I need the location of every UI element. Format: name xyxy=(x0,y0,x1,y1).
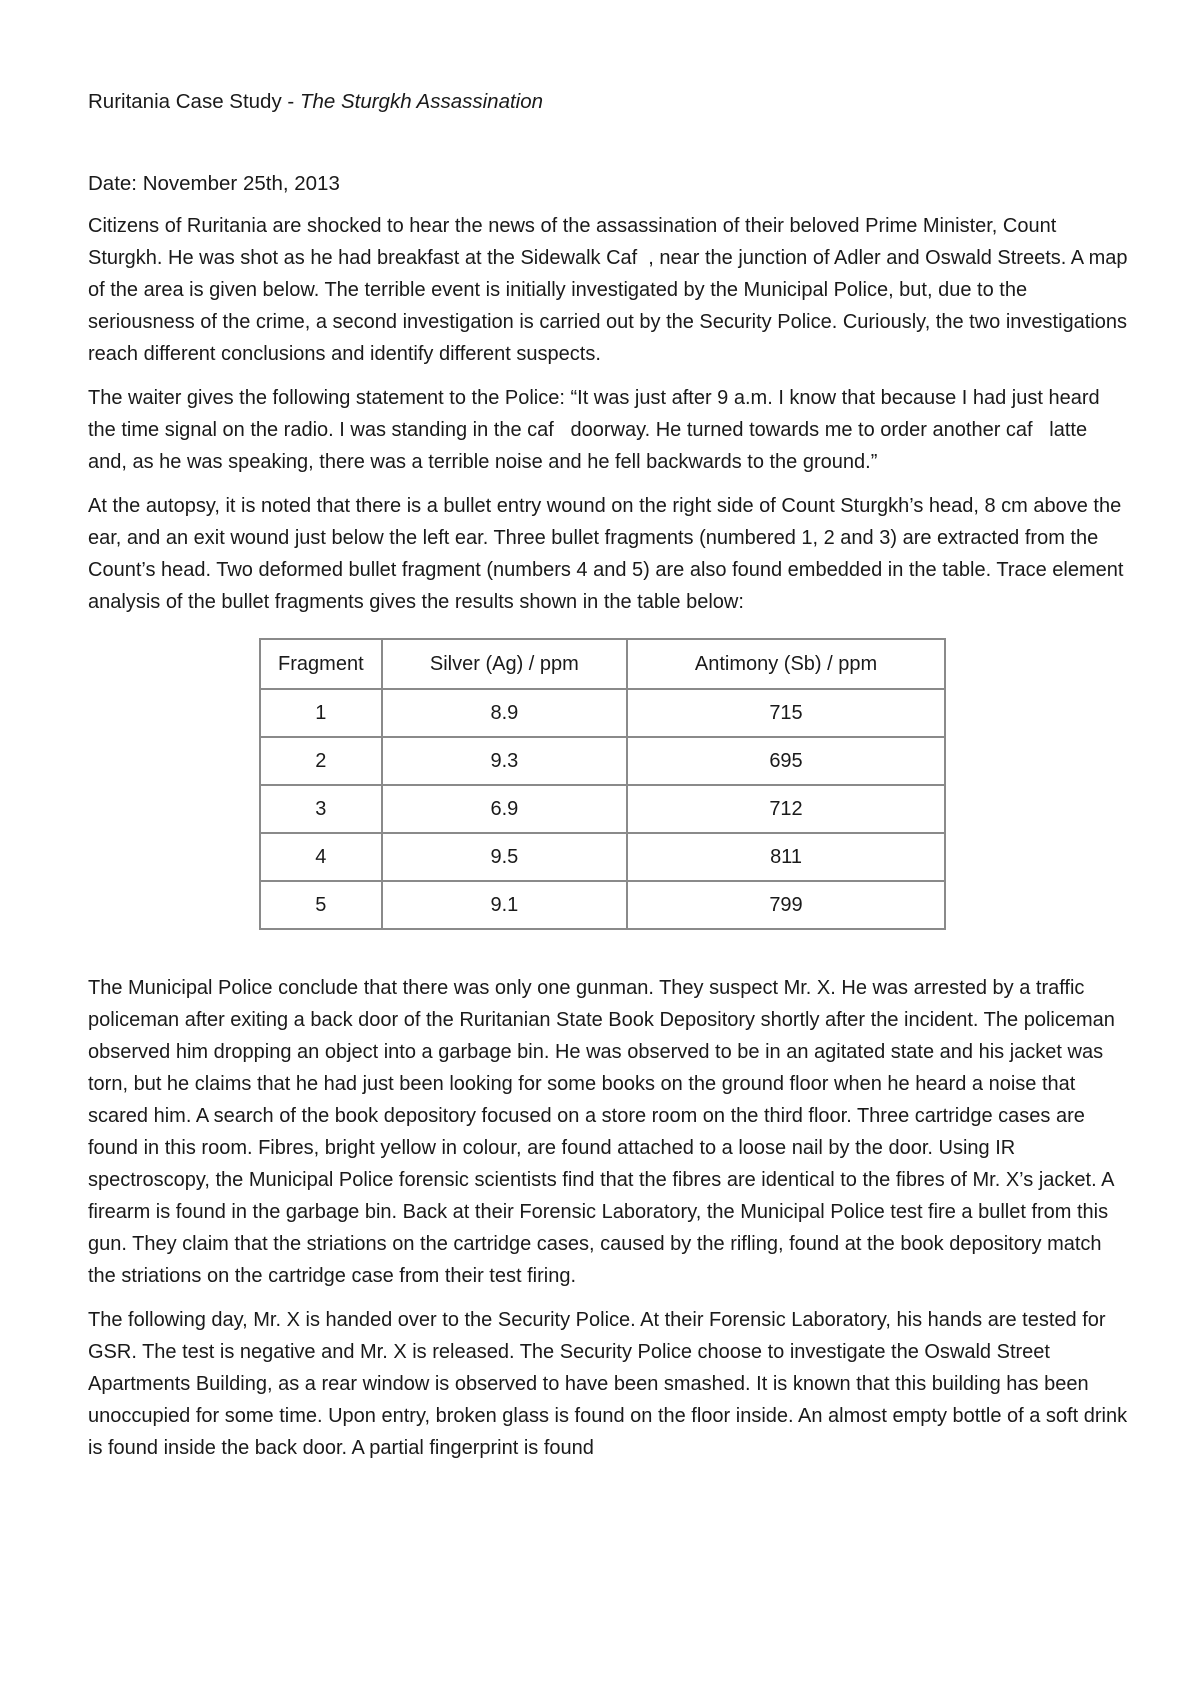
table-row xyxy=(260,689,945,737)
cell-antimony: 715 xyxy=(627,689,945,737)
cell-fragment: 1 xyxy=(260,689,382,737)
table-row xyxy=(260,737,945,785)
paragraph-waiter-statement: The waiter gives the following statement to the Police: “It was just after 9 a.m. I know that because I had just heard the time signal on the radio. I was standing in the caf doorway. He turned towards me to order another caf latte and, as he was speaking, there was a terrible noise and he fell backwards to the ground.” xyxy=(88,387,1100,473)
table-header-row xyxy=(260,639,945,689)
document-title xyxy=(88,88,1128,116)
table-row xyxy=(260,881,945,929)
title-text: Ruritania Case Study - xyxy=(88,90,300,113)
document-date: Date: November 25th, 2013 xyxy=(88,172,340,195)
header-antimony: Antimony (Sb) / ppm xyxy=(627,639,945,689)
header-silver: Silver (Ag) / ppm xyxy=(382,639,627,689)
header-fragment: Fragment xyxy=(260,639,382,689)
cell-silver: 9.3 xyxy=(382,737,627,785)
fragment-table xyxy=(259,638,946,930)
cell-antimony: 712 xyxy=(627,785,945,833)
paragraph-autopsy: At the autopsy, it is noted that there is a bullet entry wound on the right side of Count Sturgkh’s head, 8 cm above the ear, and an exit wound just below the left ear. Three bullet fragments (numbered 1, 2 and 3) are extracted from the Count’s head. Two deformed bullet fragment (numbers 4 and 5) are also found embedded in the table. Trace element analysis of the bullet fragments gives the results shown in the table below: xyxy=(88,495,1124,613)
cell-silver: 6.9 xyxy=(382,785,627,833)
cell-silver: 9.5 xyxy=(382,833,627,881)
table-row xyxy=(260,833,945,881)
cell-fragment: 3 xyxy=(260,785,382,833)
title-subtitle: The Sturgkh Assassination xyxy=(299,90,544,113)
cell-silver: 8.9 xyxy=(382,689,627,737)
cell-antimony: 811 xyxy=(627,833,945,881)
table-row xyxy=(260,785,945,833)
paragraph-municipal-police: The Municipal Police conclude that there was only one gunman. They suspect Mr. X. He was arrested by a traffic policeman after exiting a back door of the Ruritanian State Book Depository shortly after the incident. The policeman observed him dropping an object into a garbage bin. He was observed to be in an agitated state and his jacket was torn, but he claims that he had just been looking for some books on the ground floor when he heard a noise that scared him. A search of the book depository focused on a store room on the third floor. Three cartridge cases are found in this room. Fibres, bright yellow in colour, are found attached to a loose nail by the door. Using IR spectroscopy, the Municipal Police forensic scientists find that the fibres are identical to the fibres of Mr. X’s jacket. A firearm is found in the garbage bin. Back at their Forensic Laboratory, the Municipal Police test fire a bullet from this gun. They claim that the striations on the cartridge cases, caused by the rifling, found at the book depository match the striations on the cartridge case from their test firing. xyxy=(88,977,1115,1287)
cell-fragment: 4 xyxy=(260,833,382,881)
cell-silver: 9.1 xyxy=(382,881,627,929)
cell-fragment: 2 xyxy=(260,737,382,785)
cell-antimony: 799 xyxy=(627,881,945,929)
paragraph-security-police: The following day, Mr. X is handed over to the Security Police. At their Forensic Laboratory, his hands are tested for GSR. The test is negative and Mr. X is released. The Security Police choose to investigate the Oswald Street Apartments Building, as a rear window is observed to have been smashed. It is known that this building has been unoccupied for some time. Upon entry, broken glass is found on the floor inside. An almost empty bottle of a soft drink is found inside the back door. A partial fingerprint is found xyxy=(88,1309,1128,1459)
cell-antimony: 695 xyxy=(627,737,945,785)
paragraph-intro: Citizens of Ruritania are shocked to hear the news of the assassination of their beloved Prime Minister, Count Sturgkh. He was shot as he had breakfast at the Sidewalk Caf , near the junction of Adler and Oswald Streets. A map of the area is given below. The terrible event is initially investigated by the Municipal Police, but, due to the seriousness of the crime, a second investigation is carried out by the Security Police. Curiously, the two investigations reach different conclusions and identify different suspects. xyxy=(88,215,1128,365)
cell-fragment: 5 xyxy=(260,881,382,929)
fragment-table-container xyxy=(88,638,1128,930)
document-page xyxy=(88,88,1128,1464)
